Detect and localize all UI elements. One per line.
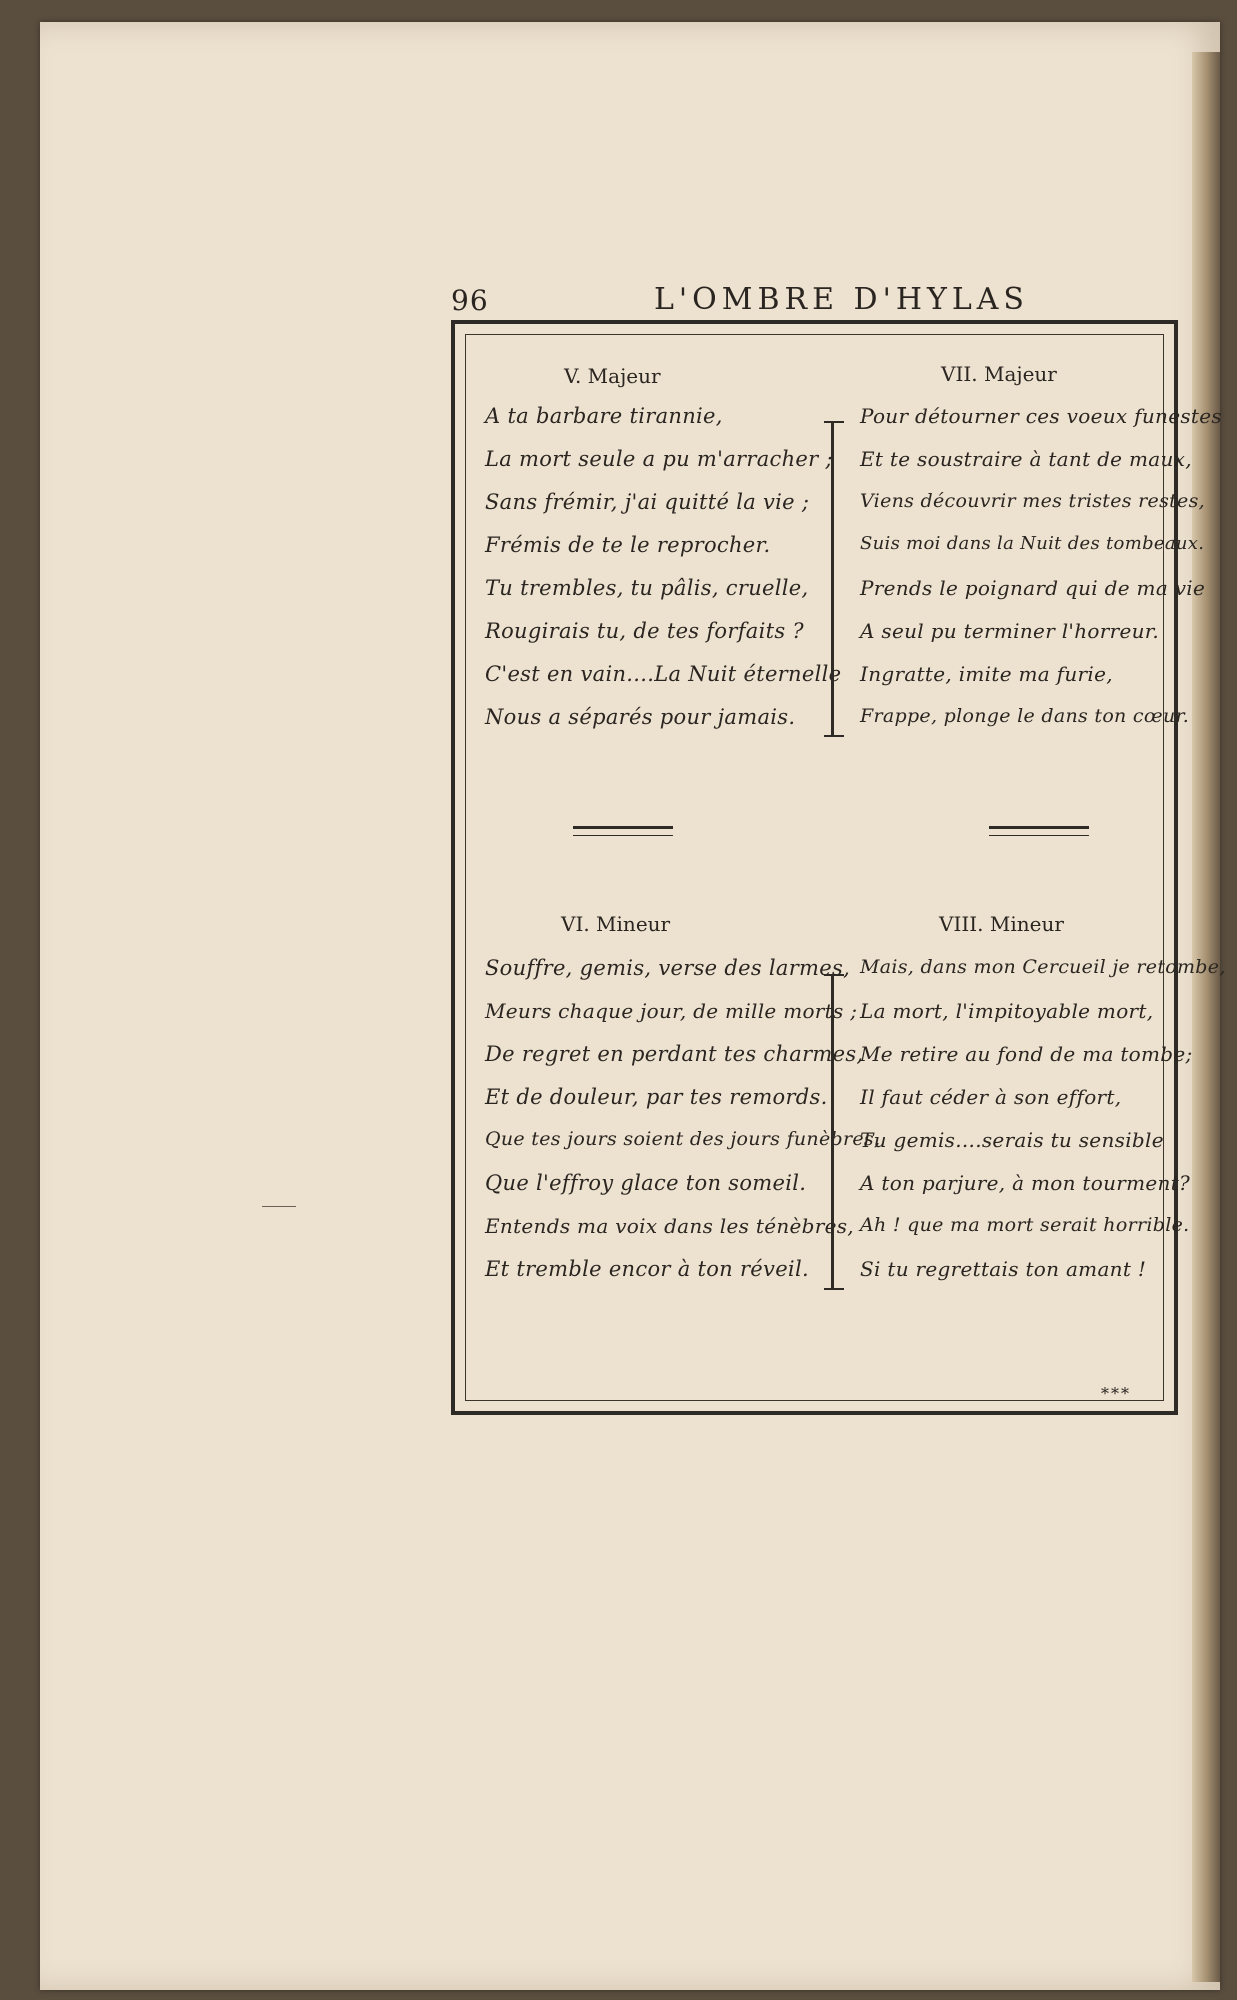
verse-line: Sans frémir, j'ai quitté la vie ; <box>485 490 810 514</box>
verse-line: Il faut céder à son effort, <box>860 1085 1122 1109</box>
separator-rule <box>573 826 673 836</box>
verse-line: Suis moi dans la Nuit des tombeaux. <box>860 533 1205 554</box>
verse-line: Meurs chaque jour, de mille morts ; <box>485 999 858 1023</box>
verse-line: A ta barbare tirannie, <box>485 404 723 428</box>
running-head <box>451 282 1176 322</box>
verse-line: Me retire au fond de ma tombe; <box>860 1042 1193 1066</box>
page-edge <box>1192 52 1220 1982</box>
verse-line: Ingratte, imite ma furie, <box>860 662 1113 686</box>
verse-line: A ton parjure, à mon tourment? <box>860 1171 1191 1195</box>
verse-line: Prends le poignard qui de ma vie <box>860 576 1206 600</box>
verse-line: A seul pu terminer l'horreur. <box>860 619 1160 643</box>
verse-line: Si tu regrettais ton amant ! <box>860 1257 1147 1281</box>
verse-line: Frappe, plonge le dans ton cœur. <box>860 705 1190 727</box>
verse-line: Tu trembles, tu pâlis, cruelle, <box>485 576 809 600</box>
verse-line: Ah ! que ma mort serait horrible. <box>860 1214 1190 1236</box>
verse-line: Nous a séparés pour jamais. <box>485 705 796 729</box>
verse-line: Mais, dans mon Cercueil je retombe, <box>860 956 1226 978</box>
verse-line: De regret en perdant tes charmes, <box>485 1042 864 1066</box>
stanza-heading: V. Majeur <box>564 364 661 388</box>
verse-line: La mort, l'impitoyable mort, <box>860 999 1154 1023</box>
verse-line: Entends ma voix dans les ténèbres, <box>485 1214 854 1238</box>
verse-line: Rougirais tu, de tes forfaits ? <box>485 619 804 643</box>
music-text-frame <box>451 320 1226 1415</box>
stanza-heading: VI. Mineur <box>561 912 671 936</box>
verse-bracket <box>831 421 840 737</box>
stanza-heading: VIII. Mineur <box>939 912 1064 936</box>
margin-mark <box>262 1206 296 1207</box>
verse-line: C'est en vain....La Nuit éternelle <box>485 662 842 686</box>
end-ornament: *** <box>1101 1384 1131 1403</box>
page-number: 96 <box>451 284 489 317</box>
separator-rule <box>989 826 1089 836</box>
verse-line: Viens découvrir mes tristes restes, <box>860 490 1205 512</box>
running-title: L'OMBRE D'HYLAS <box>654 282 1029 317</box>
verse-line: Que tes jours soient des jours funèbres, <box>485 1128 881 1150</box>
verse-line: Tu gemis....serais tu sensible <box>860 1128 1164 1152</box>
verse-line: Frémis de te le reprocher. <box>485 533 771 557</box>
verse-bracket <box>831 974 840 1290</box>
stanza-heading: VII. Majeur <box>941 362 1057 386</box>
verse-line: Et de douleur, par tes remords. <box>485 1085 828 1109</box>
verse-line: Souffre, gemis, verse des larmes, <box>485 956 851 980</box>
verse-line: Et te soustraire à tant de maux, <box>860 447 1192 471</box>
verse-line: Et tremble encor à ton réveil. <box>485 1257 809 1281</box>
verse-line: La mort seule a pu m'arracher ; <box>485 447 833 471</box>
verse-line: Pour détourner ces voeux funestes <box>860 404 1222 428</box>
verse-line: Que l'effroy glace ton someil. <box>485 1171 807 1195</box>
